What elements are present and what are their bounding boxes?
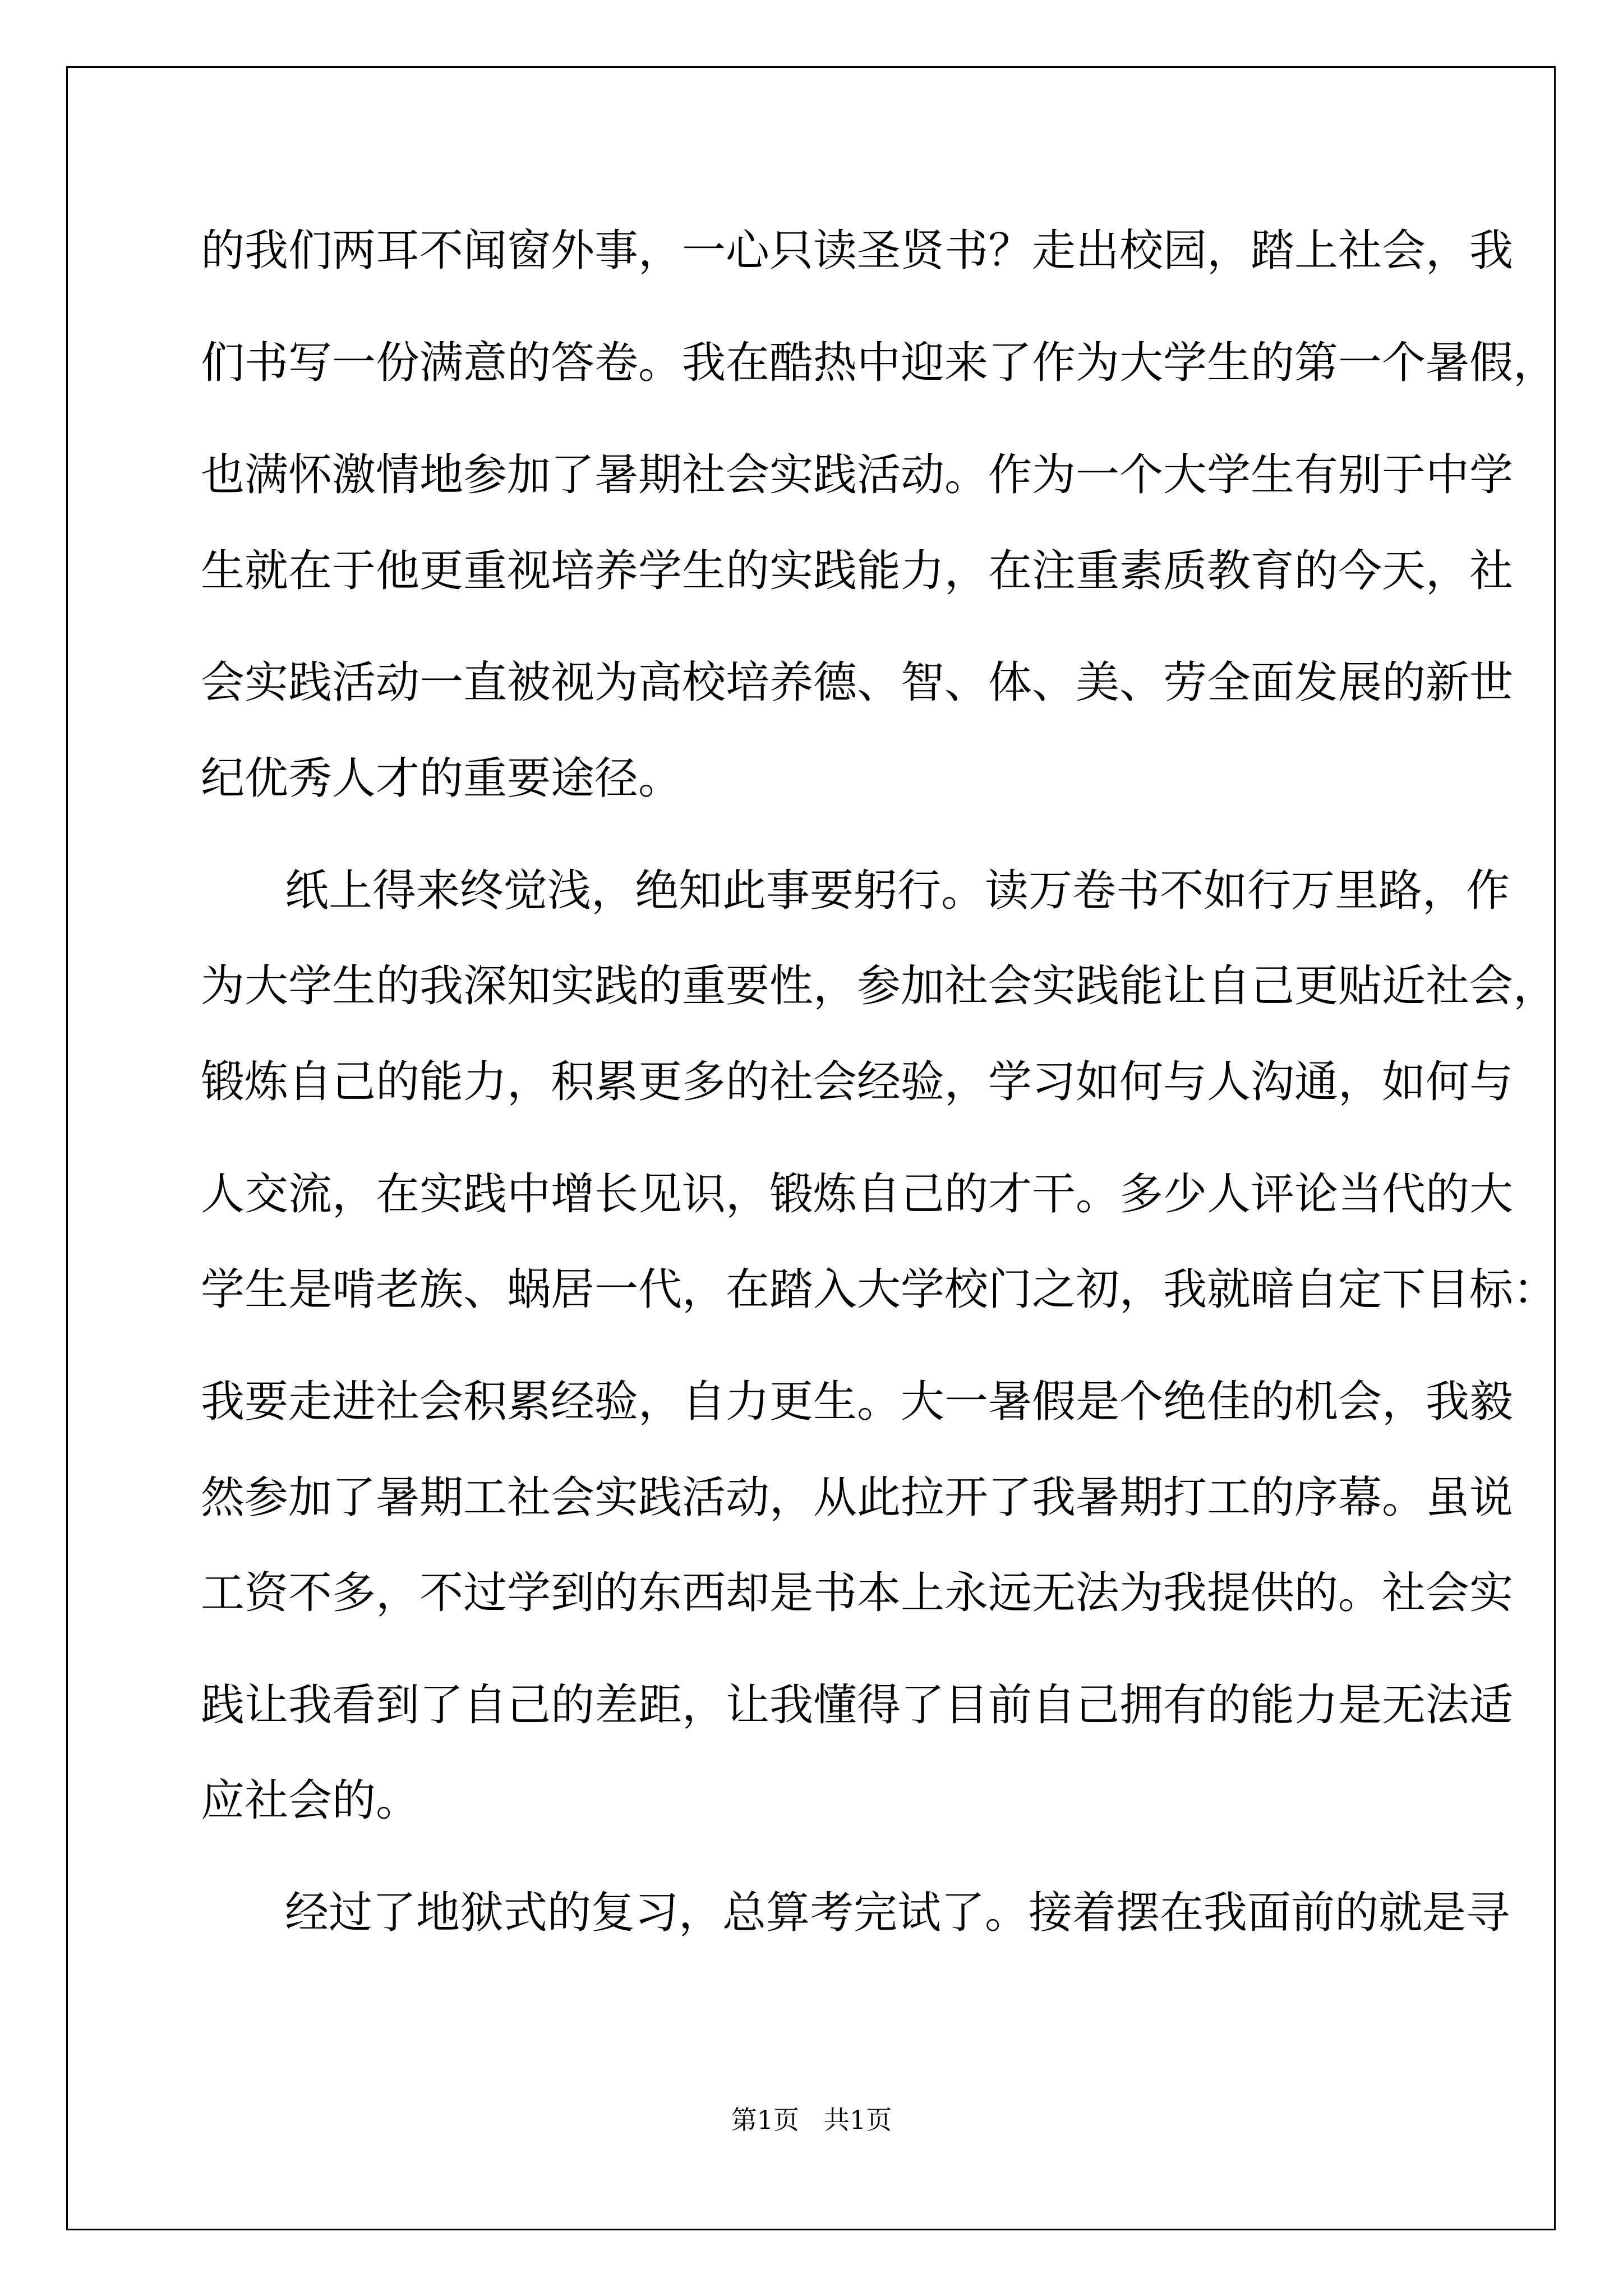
text-line: 学生是啃老族、蜗居一代，在踏入大学校门之初，我就暗自定下目标： <box>201 1264 1557 1315</box>
paragraph-first-line: 纸上得来终觉浅，绝知此事要躬行。读万卷书不如行万里路，作 <box>285 866 1510 916</box>
text-line: 人交流，在实践中增长见识，锻炼自己的才干。多少人评论当代的大 <box>201 1169 1514 1220</box>
text-line: 我要走进社会积累经验，自力更生。大一暑假是个绝佳的机会，我毅 <box>201 1377 1514 1427</box>
text-line: 应社会的。 <box>201 1775 420 1826</box>
text-line: 们书写一份满意的答卷。我在酷热中迎来了作为大学生的第一个暑假， <box>201 338 1557 388</box>
text-line: 的我们两耳不闻窗外事，一心只读圣贤书？走出校园，踏上社会，我 <box>201 226 1514 276</box>
text-line: 工资不多，不过学到的东西却是书本上永远无法为我提供的。社会实 <box>201 1568 1514 1618</box>
page-number: 第1页 <box>731 2105 800 2135</box>
text-line: 会实践活动一直被视为高校培养德、智、体、美、劳全面发展的新世 <box>201 657 1514 708</box>
text-line: 然参加了暑期工社会实践活动，从此拉开了我暑期打工的序幕。虽说 <box>201 1473 1514 1523</box>
text-line: 纪优秀人才的重要途径。 <box>201 753 683 804</box>
page-footer <box>0 2103 1623 2137</box>
text-line: 践让我看到了自己的差距，让我懂得了目前自己拥有的能力是无法适 <box>201 1680 1514 1731</box>
paragraph-first-line: 经过了地狱式的复习，总算考完试了。接着摆在我面前的就是寻 <box>285 1888 1510 1938</box>
text-line: 为大学生的我深知实践的重要性，参加社会实践能让自己更贴近社会， <box>201 961 1557 1011</box>
text-line: 也满怀激情地参加了暑期社会实践活动。作为一个大学生有别于中学 <box>201 450 1514 500</box>
text-line: 生就在于他更重视培养学生的实践能力，在注重素质教育的今天，社 <box>201 546 1514 596</box>
page-total: 共1页 <box>823 2105 892 2135</box>
text-line: 锻炼自己的能力，积累更多的社会经验，学习如何与人沟通，如何与 <box>201 1057 1514 1107</box>
